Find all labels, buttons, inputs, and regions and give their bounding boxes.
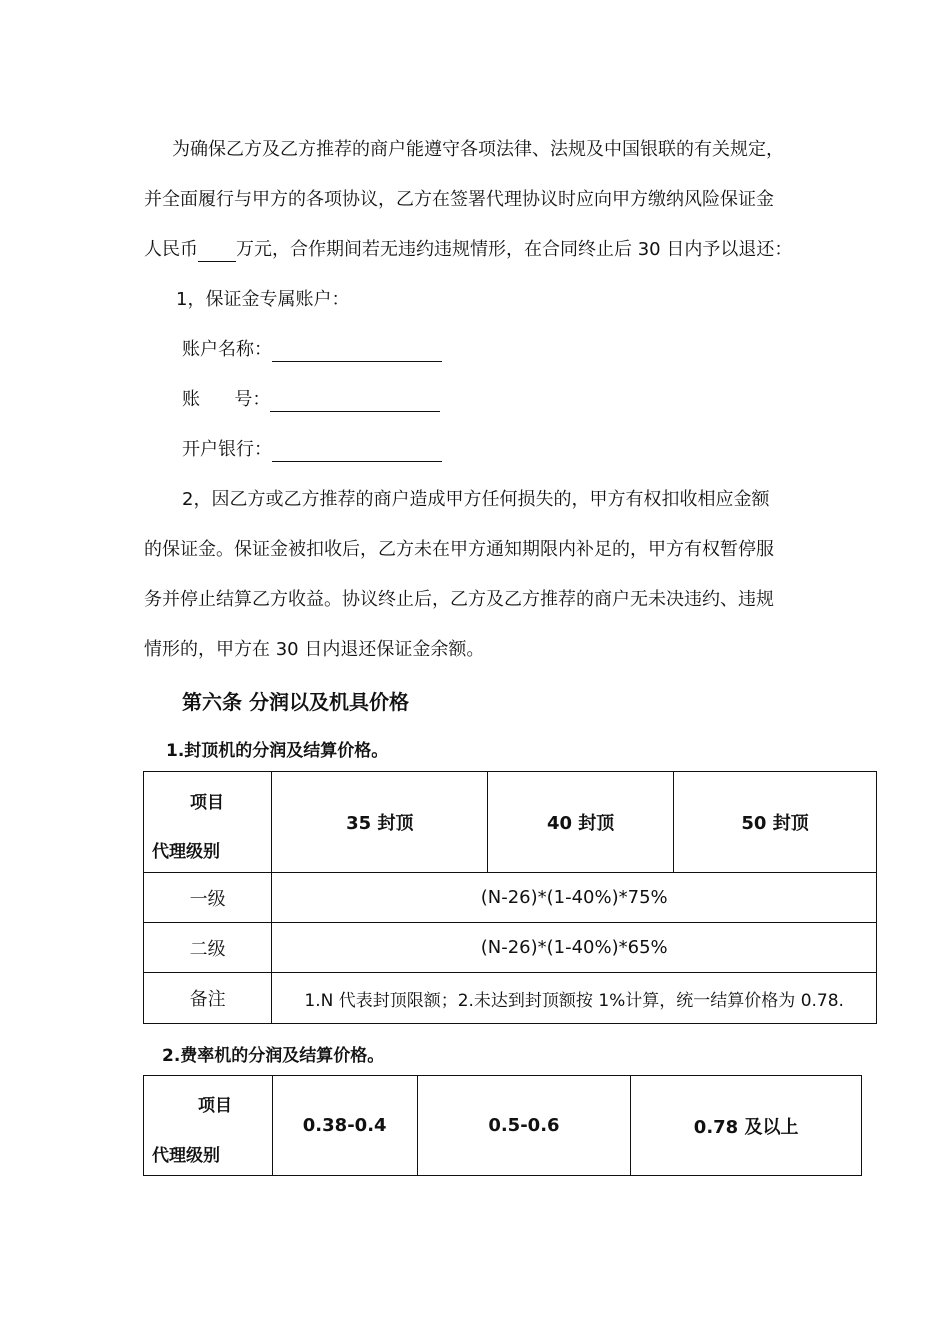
table2-col-078: 0.78 及以上: [631, 1076, 862, 1176]
account-number-row: [182, 388, 440, 412]
table1-header-corner: [144, 772, 272, 873]
table2-header-corner: [144, 1076, 273, 1176]
paragraph1-line3-after: 万元，合作期间若无违约违规情形，在合同终止后 30 日内予以退还：: [236, 239, 793, 260]
table1-header-bottom: 代理级别: [152, 842, 220, 862]
bank-blank[interactable]: [272, 441, 442, 462]
table1-row-value: (N-26)*(1-40%)*75%: [272, 873, 877, 923]
paragraph1-line1: 为确保乙方及乙方推荐的商户能遵守各项法律、法规及中国银联的有关规定，: [172, 139, 784, 160]
item1-title: 1，保证金专属账户：: [176, 289, 350, 310]
bank-row: [182, 438, 442, 462]
table1-row-label: 二级: [144, 923, 272, 973]
account-number-blank[interactable]: [270, 391, 440, 412]
item2-line2: 的保证金。保证金被扣收后，乙方未在甲方通知期限内补足的，甲方有权暂停服: [144, 539, 774, 560]
table2-col-038: 0.38-0.4: [272, 1076, 417, 1176]
article6-title: 第六条 分润以及机具价格: [182, 690, 409, 714]
item2-line1: 2，因乙方或乙方推荐的商户造成甲方任何损失的，甲方有权扣收相应金额: [182, 489, 770, 510]
table1: [143, 771, 877, 1024]
table2-header-row: [144, 1076, 862, 1176]
table1-row-value: 1.N 代表封顶限额；2.未达到封顶额按 1%计算，统一结算价格为 0.78.: [272, 973, 877, 1024]
paragraph1-line3-before: 人民币: [144, 239, 198, 260]
item2-line4: 情形的，甲方在 30 日内退还保证金余额。: [144, 639, 485, 660]
account-name-label: 账户名称：: [182, 339, 272, 360]
account-name-blank[interactable]: [272, 341, 442, 362]
table-row: [144, 923, 877, 973]
item2-line3: 务并停止结算乙方收益。协议终止后，乙方及乙方推荐的商户无未决违约、违规: [144, 589, 774, 610]
account-number-label: 账 号：: [182, 389, 271, 410]
paragraph1-line2: 并全面履行与甲方的各项协议，乙方在签署代理协议时应向甲方缴纳风险保证金: [144, 189, 774, 210]
table1-col-35: 35 封顶: [272, 772, 488, 873]
table1-col-50: 50 封顶: [674, 772, 877, 873]
table1-row-value: (N-26)*(1-40%)*65%: [272, 923, 877, 973]
table1-row-label: 备注: [144, 973, 272, 1024]
table1-caption: 1.封顶机的分润及结算价格。: [166, 741, 389, 761]
account-name-row: [182, 338, 442, 362]
table2-header-bottom: 代理级别: [152, 1146, 220, 1166]
table1-col-40: 40 封顶: [488, 772, 674, 873]
table2: [143, 1075, 862, 1176]
bank-label: 开户银行：: [182, 439, 272, 460]
table-row: [144, 973, 877, 1024]
table-row: [144, 873, 877, 923]
table2-col-05: 0.5-0.6: [417, 1076, 631, 1176]
amount-blank[interactable]: [198, 241, 236, 262]
table2-caption: 2.费率机的分润及结算价格。: [162, 1046, 385, 1066]
table1-header-top: 项目: [190, 793, 224, 813]
table2-header-top: 项目: [198, 1096, 232, 1116]
table1-header-row: [144, 772, 877, 873]
table1-row-label: 一级: [144, 873, 272, 923]
paragraph1-line3: [144, 238, 792, 262]
